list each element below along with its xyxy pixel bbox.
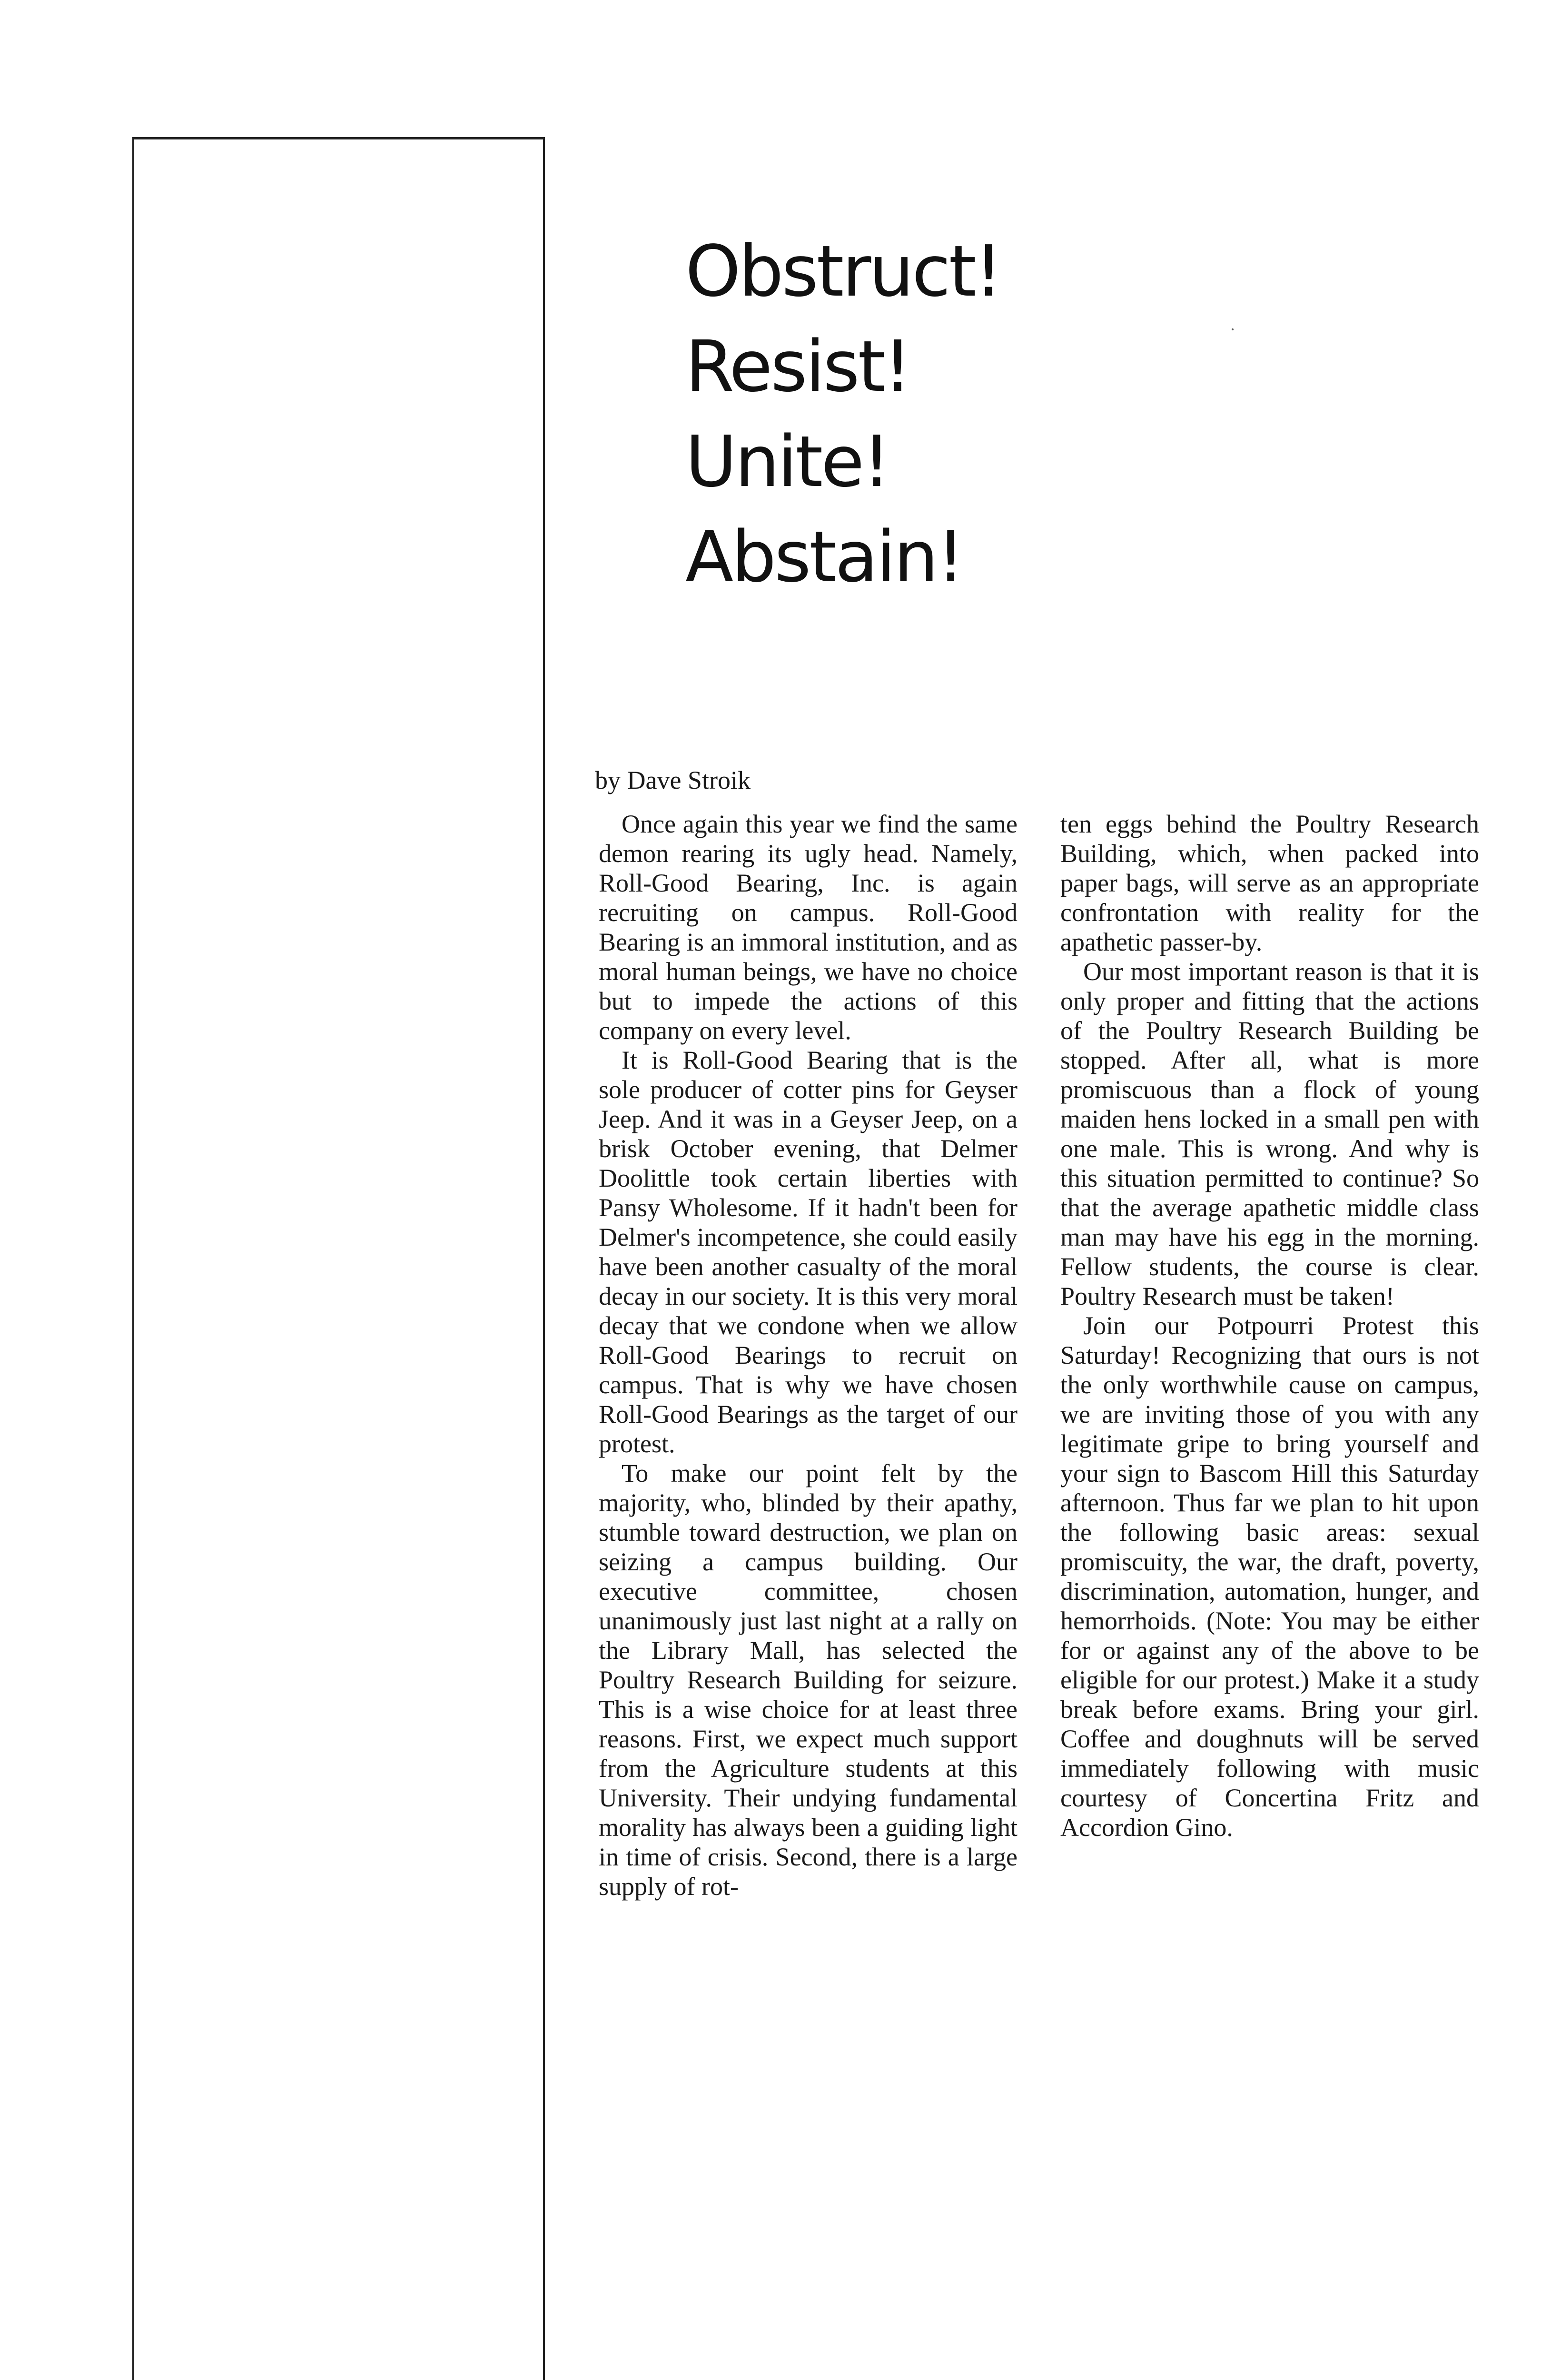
byline: by Dave Stroik xyxy=(595,766,751,794)
headline-line-1: Obstruct! xyxy=(685,230,1001,312)
paragraph: Once again this year we find the same demon rearing its ugly head. Namely, Roll-Good Bearing, Inc. is again recruiting on campus. Roll-Good Bearing is an immoral institution, and as moral human beings, we have no choice but to impede the actions of this company on every level. xyxy=(599,810,1018,1045)
paragraph: ten eggs behind the Poultry Research Building, which, when packed into paper bags, will serve as an appropriate confrontation with reality for the apathetic passer-by. xyxy=(1060,810,1479,956)
article-column-left xyxy=(599,809,1018,1901)
article-column-right xyxy=(1060,809,1479,1842)
headline-line-3: Unite! xyxy=(685,421,889,503)
paragraph: To make our point felt by the majority, who, blinded by their apathy, stumble toward destruction, we plan on seizing a campus building. Our executive committee, chosen unanimously just last night at a rally on the Library Mall, has selected the Poultry Research Building for seizure. This is a wise choice for at least three reasons. First, we expect much support from the Agriculture students at this University. Their undying fundamental morality has always been a guiding light in time of crisis. Second, there is a large supply of rot- xyxy=(599,1459,1018,1901)
headline-line-2: Resist! xyxy=(685,326,910,407)
print-speck xyxy=(1232,328,1234,330)
illustration-frame xyxy=(132,137,545,2380)
headline-line-4: Abstain! xyxy=(685,516,963,598)
paragraph: Our most important reason is that it is only proper and fitting that the actions of the Poultry Research Building be stopped. After all, what is more promiscuous than a flock of young maiden hens locked in a small pen with one male. This is wrong. And why is this situation permitted to continue? So that the average apathetic middle class man may have his egg in the morning. Fellow students, the course is clear. Poultry Research must be taken! xyxy=(1060,957,1479,1310)
paragraph: Join our Potpourri Protest this Saturday! Recognizing that ours is not the only worthwhile cause on campus, we are inviting those of you with any legitimate gripe to bring yourself and your sign to Bascom Hill this Saturday afternoon. Thus far we plan to hit upon the following basic areas: sexual promiscuity, the war, the draft, poverty, discrimination, automation, hunger, and hemorrhoids. (Note: You may be either for or against any of the above to be eligible for our protest.) Make it a study break before exams. Bring your girl. Coffee and doughnuts will be served immediately following with music courtesy of Concertina Fritz and Accordion Gino. xyxy=(1060,1311,1479,1842)
article-headline xyxy=(685,224,1001,605)
paragraph: It is Roll-Good Bearing that is the sole producer of cotter pins for Geyser Jeep. And it was in a Geyser Jeep, on a brisk October evening, that Delmer Doolittle took certain liberties with Pansy Wholesome. If it hadn't been for Delmer's incompetence, she could easily have been another casualty of the moral decay in our society. It is this very moral decay that we condone when we allow Roll-Good Bearings to recruit on campus. That is why we have chosen Roll-Good Bearings as the target of our protest. xyxy=(599,1046,1018,1458)
